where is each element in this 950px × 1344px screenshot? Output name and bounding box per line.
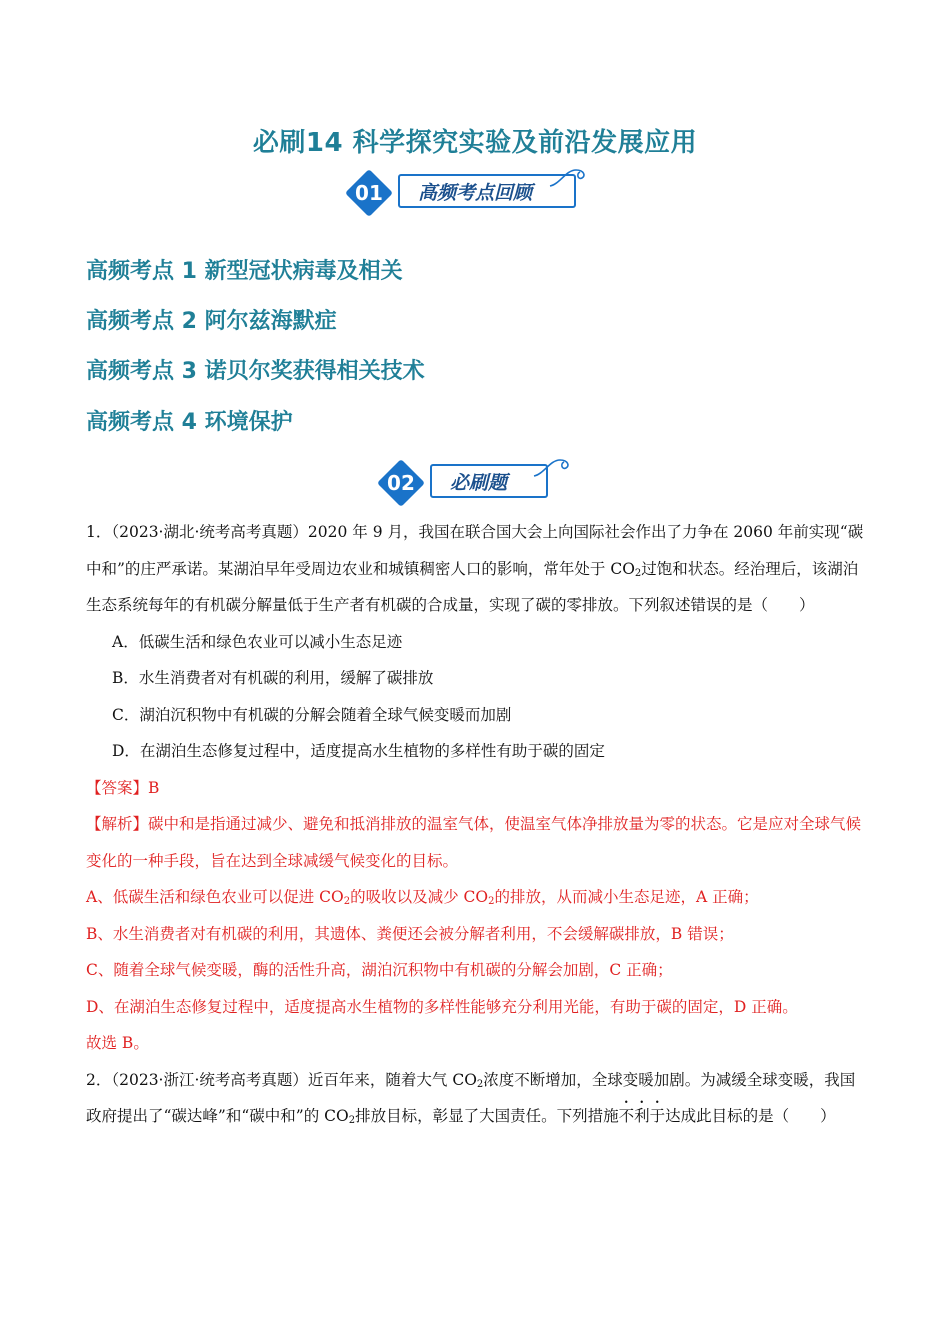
question-stem: 1．（2023·湖北·统考高考真题）2020 年 9 月，我国在联合国大会上向国际社会作出了力争在 2060 年前实现“碳中和”的庄严承诺。某湖泊早年受周边农业和城镇稠密人口的影响，常年处于 $CO_2$过饱和状态。经治理后，该湖泊生态系统每年的有机碳分解量低于生产者有机碳的合成量，实现了碳的零排放。下列叙述错误的是（ ） (86, 523, 864, 614)
section-label: 高频考点回顾 (398, 174, 576, 208)
ribbon-icon (548, 166, 588, 196)
option-c: C．湖泊沉积物中有机碳的分解会随着全球气候变暖而加剧 (112, 705, 512, 724)
section-number: 02 (377, 459, 425, 507)
option-a: A．低碳生活和绿色农业可以减小生态足迹 (112, 632, 403, 651)
option-b: B．水生消费者对有机碳的利用，缓解了碳排放 (112, 669, 434, 687)
ribbon-icon (532, 456, 572, 486)
key-point-2: 高频考点 2 阿尔兹海默症 (86, 309, 337, 334)
page-title: 必刷14 科学探究实验及前沿发展应用 (252, 128, 698, 158)
question-1 (86, 514, 866, 1135)
analysis-b: B、水生消费者对有机碳的利用，其遗体、粪便还会被分解者利用，不会缓解碳排放，B 错误； (86, 924, 734, 943)
option-d: D．在湖泊生态修复过程中，适度提高水生植物的多样性有助于碳的固定 (112, 742, 605, 760)
analysis-a: A、低碳生活和绿色农业可以促进 $CO_2$的吸收以及减少 $CO_2$的排放，从而减小生态足迹，A 正确； (86, 888, 759, 907)
question-2: 2．（2023·浙江·统考高考真题）近百年来，随着大气 $CO_2$浓度不断增加，全球变暖加剧。为减缓全球变暖，我国政府提出了“碳达峰”和“碳中和”的 $CO_2$排放目标，彰显了大国责任。下列措施不利于达成此目标的是（ ） (86, 1070, 856, 1126)
key-point-4: 高频考点 4 环境保护 (86, 410, 293, 435)
choose: 故选 B。 (86, 1034, 149, 1052)
section-badge-practice (384, 462, 574, 506)
analysis-c: C、随着全球气候变暖，酶的活性升高，湖泊沉积物中有机碳的分解会加剧，C 正确； (86, 961, 673, 979)
analysis-d: D、在湖泊生态修复过程中，适度提高水生植物的多样性能够充分利用光能，有助于碳的固定，D 正确。 (86, 997, 798, 1016)
section-number: 01 (345, 169, 393, 217)
key-point-1: 高频考点 1 新型冠状病毒及相关 (86, 259, 403, 284)
section-badge-review (352, 172, 592, 216)
answer: 【答案】B (86, 778, 160, 797)
analysis: 【解析】碳中和是指通过减少、避免和抵消排放的温室气体，使温室气体净排放量为零的状态。它是应对全球气候变化的一种手段，旨在达到全球减缓气候变化的目标。 (86, 815, 862, 870)
section-label: 必刷题 (430, 464, 548, 498)
emphasis-text: 不利于 (618, 1107, 666, 1125)
key-point-3: 高频考点 3 诺贝尔奖获得相关技术 (86, 359, 425, 384)
